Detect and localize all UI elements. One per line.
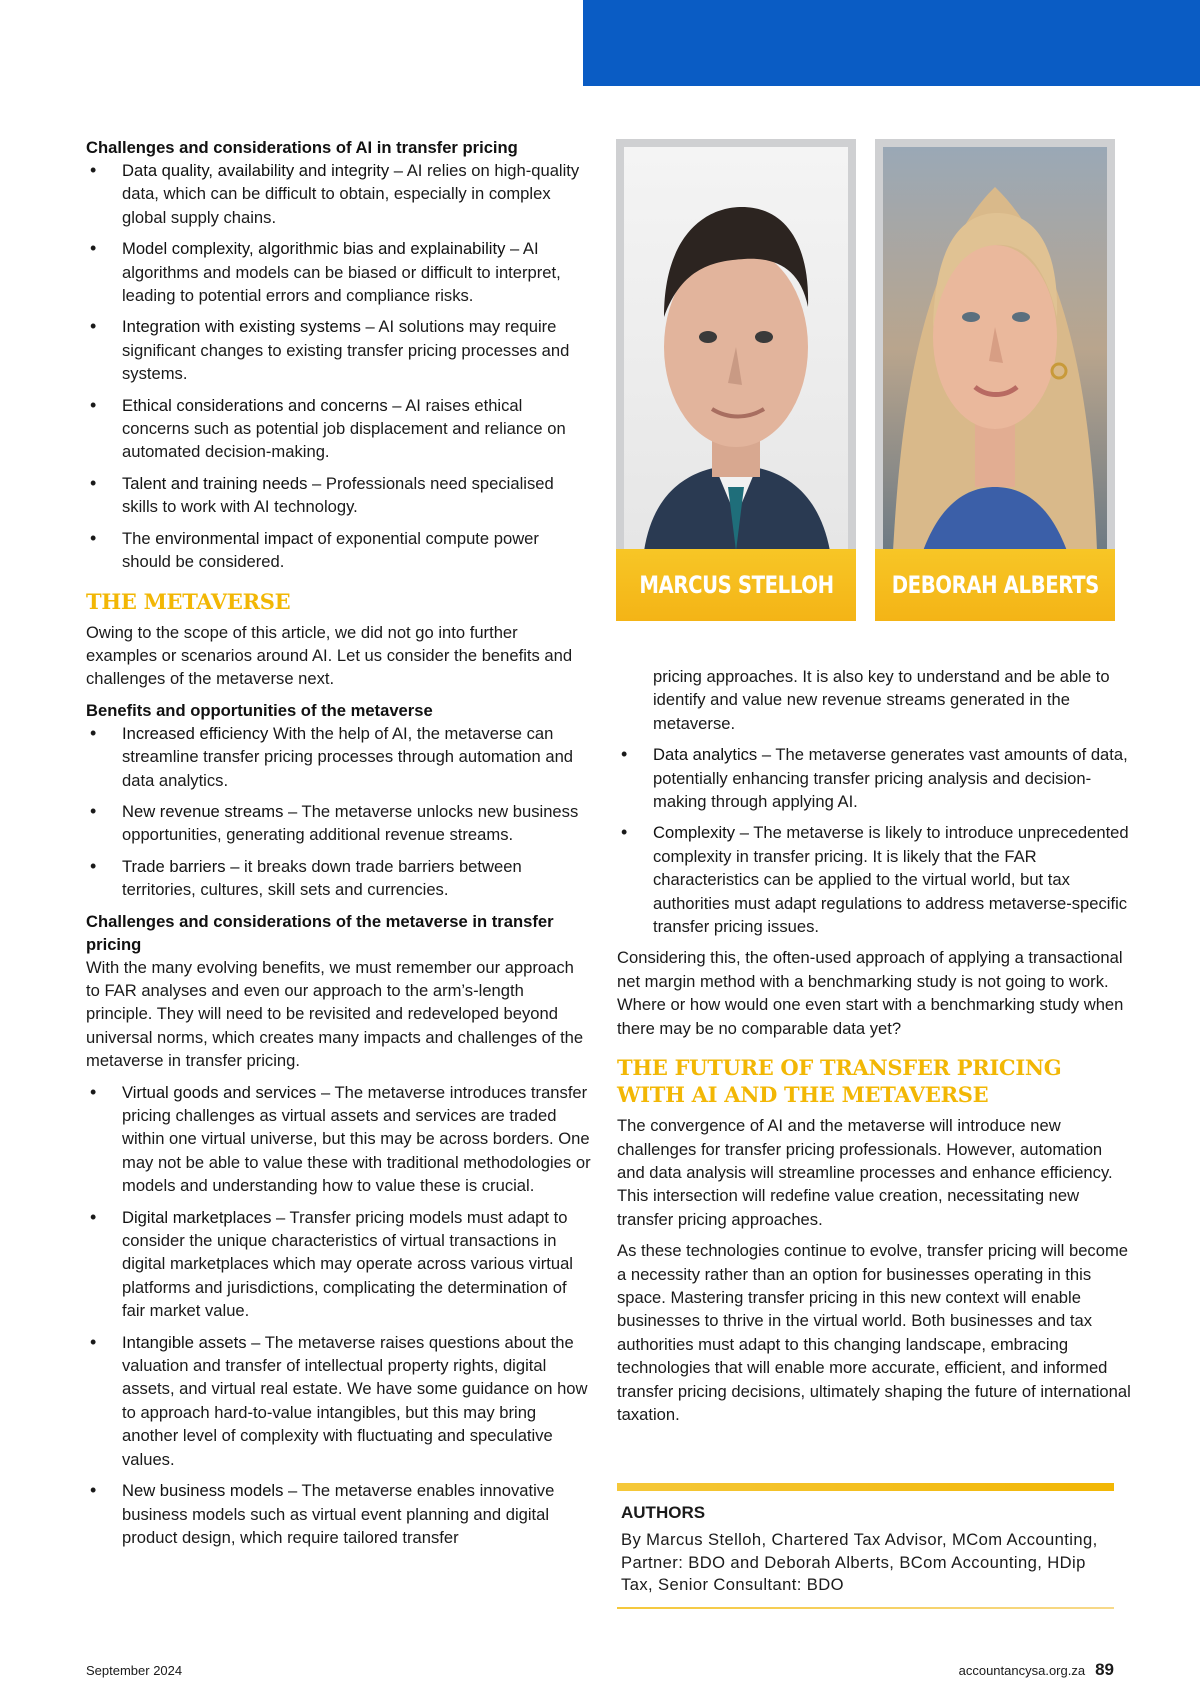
authors-top-rule <box>617 1483 1114 1491</box>
list-item: • New business models – The metaverse enables innovative business models such as virtual event planning and digital product design, which require tailored transfer <box>86 1479 592 1549</box>
list-item: • Virtual goods and services – The metaverse introduces transfer pricing challenges as virtual assets and services are traded within one virtual universe, but this may be across borders. One may not be able to value these with traditional methodologies or models and understanding how to value these is crucial. <box>86 1081 592 1198</box>
list-item: • Complexity – The metaverse is likely to introduce unprecedented complexity in transfer pricing. It is likely that the FAR characteristics can be applied to the virtual world, but tax authorities must adapt regulations to address metaverse-specific transfer pricing issues. <box>617 821 1132 938</box>
author-photo-card-deborah <box>875 139 1115 621</box>
considering-paragraph: Considering this, the often-used approach of applying a transactional net margin method with a benchmarking study is not going to work. Where or how would one even start with a benchmarking study when there may be no comparable data yet? <box>617 948 1124 1038</box>
footer-site: accountancysa.org.za <box>958 1663 1086 1678</box>
challenges-metaverse-list <box>86 1081 592 1550</box>
authors-text: By Marcus Stelloh, Chartered Tax Advisor, MCom Accounting, Partner: BDO and Deborah Alberts, BCom Accounting, HDip Tax, Senior Consultant: BDO <box>621 1530 1098 1594</box>
marcus-name: MARCUS STELLOH <box>638 571 834 599</box>
list-item: • Digital marketplaces – Transfer pricing models must adapt to consider the unique characteristics of virtual transactions in digital marketplaces which may operate across various virtual platforms and jurisdictions, complicating the determination of fair market value. <box>86 1206 592 1323</box>
list-item: • Talent and training needs – Professionals need specialised skills to work with AI technology. <box>86 472 592 519</box>
authors-box <box>617 1483 1114 1609</box>
metaverse-intro: Owing to the scope of this article, we did not go into further examples or scenarios around AI. Let us consider the benefits and challenges of the metaverse next. <box>86 622 573 689</box>
list-item: • Integration with existing systems – AI solutions may require significant changes to existing transfer pricing processes and systems. <box>86 315 592 385</box>
authors-title: AUTHORS <box>621 1503 706 1522</box>
challenges-metaverse-heading: Challenges and considerations of the metaverse in transfer pricing <box>86 911 554 954</box>
future-heading: THE FUTURE OF TRANSFER PRICING WITH AI AND THE METAVERSE <box>617 1055 1062 1108</box>
footer-right <box>959 1660 1114 1680</box>
challenges-ai-list <box>86 159 592 574</box>
authors-bottom-rule <box>617 1607 1114 1609</box>
page-number: 89 <box>1095 1660 1114 1679</box>
marcus-portrait <box>624 147 848 551</box>
challenges-ai-heading: Challenges and considerations of AI in transfer pricing <box>86 138 518 157</box>
future-paragraph-2: As these technologies continue to evolve, transfer pricing will become a necessity rather than an option for businesses operating in this space. Mastering transfer pricing in this new context will enable businesses to thrive in the virtual world. Both businesses and tax authorities must adapt to this changing landscape, embracing technologies that will enable more accurate, efficient, and informed transfer pricing decisions, ultimately shaping the future of international taxation. <box>617 1241 1131 1424</box>
list-item: • Model complexity, algorithmic bias and explainability – AI algorithms and models can be biased or difficult to interpret, leading to potential errors and compliance risks. <box>86 237 592 307</box>
list-item: • Trade barriers – it breaks down trade barriers between territories, cultures, skill sets and currencies. <box>86 855 592 902</box>
list-item: • Intangible assets – The metaverse raises questions about the valuation and transfer of intellectual property rights, digital assets, and virtual real estate. We have some guidance on how to approach hard-to-value intangibles, but this may bring another level of complexity with fluctuating and speculative values. <box>86 1331 592 1471</box>
challenges-metaverse-intro: With the many evolving benefits, we must remember our approach to FAR analyses and even our approach to the arm’s-length principle. They will need to be revisited and redeveloped beyond universal norms, which creates many impacts and challenges of the metaverse in transfer pricing. <box>86 957 584 1071</box>
benefits-list <box>86 722 592 902</box>
marcus-name-bar <box>616 549 856 621</box>
list-item: • New revenue streams – The metaverse unlocks new business opportunities, generating additional revenue streams. <box>86 800 592 847</box>
future-paragraph-1: The convergence of AI and the metaverse will introduce new challenges for transfer pricing professionals. However, automation and data analysis will streamline processes and enhance efficiency. This intersection will redefine value creation, necessitating new transfer pricing approaches. <box>617 1116 1113 1229</box>
list-item: • Data quality, availability and integrity – AI relies on high-quality data, which can be difficult to obtain, especially in complex global supply chains. <box>86 159 592 229</box>
metaverse-heading: THE METAVERSE <box>86 588 291 614</box>
continued-list <box>617 665 1132 735</box>
list-item: • Ethical considerations and concerns – AI raises ethical concerns such as potential job displacement and reliance on automated decision-making. <box>86 394 592 464</box>
benefits-heading: Benefits and opportunities of the metaverse <box>86 700 433 720</box>
deborah-name: DEBORAH ALBERTS <box>891 571 1099 599</box>
author-photo-card-marcus <box>616 139 856 621</box>
footer-date: September 2024 <box>86 1663 183 1678</box>
deborah-name-bar <box>875 549 1115 621</box>
list-item: • The environmental impact of exponential compute power should be considered. <box>86 527 592 574</box>
right-column <box>617 665 1132 1434</box>
deborah-portrait <box>883 147 1107 551</box>
top-accent-bar <box>583 0 1200 86</box>
left-column <box>86 136 592 1557</box>
right-bullet-list <box>617 743 1132 938</box>
list-item: • Increased efficiency With the help of AI, the metaverse can streamline transfer pricing processes through automation and data analytics. <box>86 722 592 792</box>
list-item-continuation: pricing approaches. It is also key to understand and be able to identify and value new revenue streams generated in the metaverse. <box>653 667 1110 733</box>
list-item: • Data analytics – The metaverse generates vast amounts of data, potentially enhancing transfer pricing analysis and decision-making through applying AI. <box>617 743 1132 813</box>
